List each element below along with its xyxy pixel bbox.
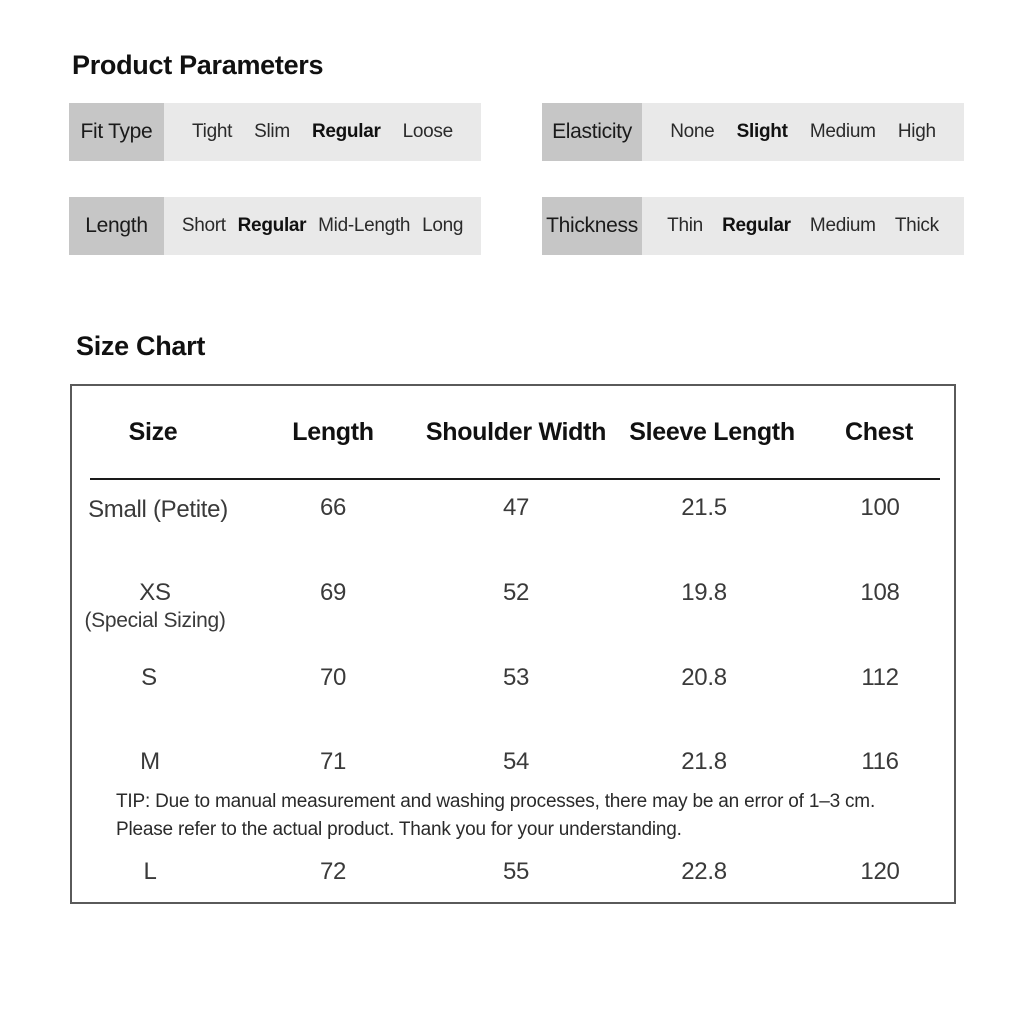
cell-sleeve-length: 20.8 (681, 664, 727, 691)
param-group-thickness (542, 197, 964, 255)
cell-chest: 116 (861, 748, 899, 775)
cell-shoulder-width: 53 (502, 664, 530, 691)
cell-chest: 120 (860, 858, 900, 885)
cell-shoulder-width: 47 (502, 494, 530, 521)
param-group-fit-type (69, 103, 481, 161)
param-option-thin: Thin (667, 215, 703, 236)
param-option-slim: Slim (254, 121, 290, 142)
tip-line-2: Please refer to the actual product. Thank you for your understanding. (116, 819, 682, 840)
cell-chest: 100 (860, 494, 900, 521)
param-option-regular-selected: Regular (722, 215, 791, 236)
cell-sleeve-length: 21.5 (681, 494, 727, 521)
param-option-loose: Loose (402, 121, 453, 142)
param-label: Fit Type (69, 103, 164, 161)
param-option-regular-selected: Regular (237, 215, 307, 236)
param-option-regular-selected: Regular (311, 121, 381, 142)
header-divider (90, 478, 940, 480)
product-parameters-title: Product Parameters (72, 50, 324, 80)
cell-length: 72 (319, 858, 347, 885)
cell-sleeve-length: 21.8 (681, 748, 727, 775)
row-size-s: S (141, 664, 157, 691)
param-option-long: Long (422, 215, 464, 236)
column-header-shoulder-width: Shoulder Width (425, 418, 607, 446)
cell-shoulder-width: 54 (502, 748, 530, 775)
param-option-thick: Thick (894, 215, 939, 236)
cell-sleeve-length: 19.8 (681, 579, 727, 606)
size-chart-table (70, 384, 956, 904)
param-option-medium: Medium (809, 215, 876, 236)
row-size-xs (84, 579, 225, 633)
size-label: XS (139, 579, 171, 606)
tip-line-1: TIP: Due to manual measurement and washing processes, there may be an error of 1–3 cm. (116, 791, 876, 812)
row-size-small-petite: Small (Petite) (88, 496, 228, 523)
column-header-length: Length (292, 418, 374, 446)
column-header-sleeve-length: Sleeve Length (629, 418, 795, 446)
param-option-none: None (670, 121, 715, 142)
cell-length: 70 (319, 664, 347, 691)
param-option-short: Short (181, 215, 226, 236)
column-header-chest: Chest (845, 418, 913, 446)
row-size-m: M (140, 748, 160, 775)
param-label: Thickness (542, 197, 642, 255)
param-option-medium: Medium (809, 121, 876, 142)
param-option-slight-selected: Slight (736, 121, 788, 142)
column-header-size: Size (128, 418, 178, 446)
measurement-tip (116, 788, 875, 844)
param-label: Length (69, 197, 164, 255)
cell-length: 71 (319, 748, 347, 775)
row-size-l: L (143, 858, 157, 885)
param-option-mid-length: Mid-Length (318, 215, 411, 236)
cell-shoulder-width: 55 (502, 858, 530, 885)
cell-length: 66 (319, 494, 347, 521)
cell-sleeve-length: 22.8 (681, 858, 727, 885)
size-note: (Special Sizing) (84, 609, 226, 632)
param-option-tight: Tight (192, 121, 233, 142)
cell-chest: 112 (861, 664, 899, 691)
param-label: Elasticity (542, 103, 642, 161)
size-chart-title: Size Chart (76, 331, 206, 361)
cell-shoulder-width: 52 (502, 579, 530, 606)
cell-length: 69 (319, 579, 347, 606)
param-group-elasticity (542, 103, 964, 161)
param-option-high: High (897, 121, 936, 142)
param-group-length (69, 197, 481, 255)
cell-chest: 108 (860, 579, 900, 606)
